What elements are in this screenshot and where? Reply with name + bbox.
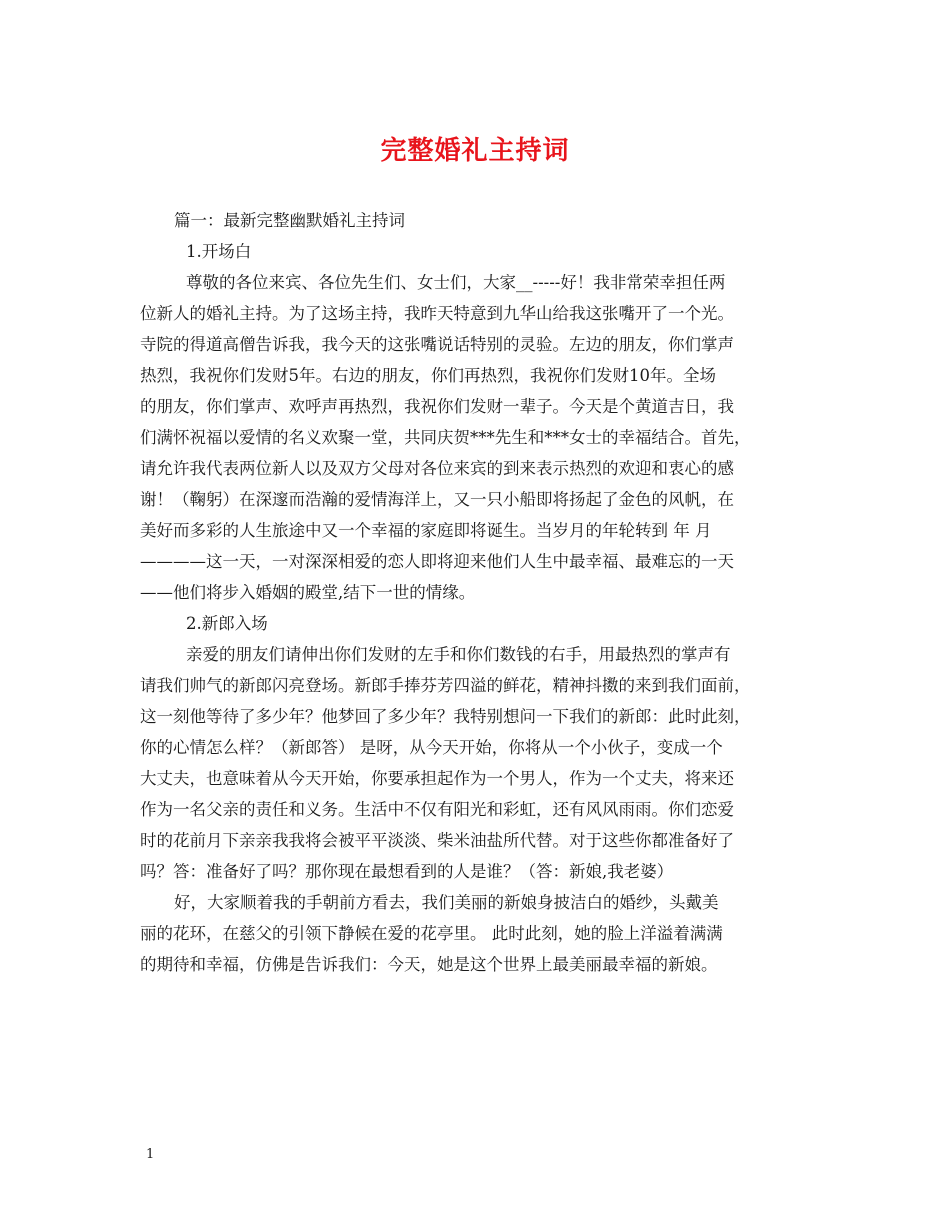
document-body [140, 205, 820, 980]
paragraph-line: 吗？答：准备好了吗？那你现在最想看到的人是谁？（答：新娘,我老婆） [140, 862, 674, 881]
paragraph-line: 大丈夫，也意味着从今天开始，你要承担起作为一个男人，作为一个丈夫，将来还 [140, 769, 734, 788]
paragraph-line: 这一刻他等待了多少年？他梦回了多少年？我特别想问一下我们的新郎：此时此刻， [140, 707, 751, 726]
paragraph-line: 请我们帅气的新郎闪亮登场。新郎手捧芬芳四溢的鲜花，精神抖擞的来到我们面前， [140, 676, 751, 695]
paragraph-line: 丽的花环，在慈父的引领下静候在爱的花亭里。 此时此刻，她的脸上洋溢着满满 [140, 924, 723, 943]
paragraph-line: 的期待和幸福，仿佛是告诉我们：今天，她是这个世界上最美丽最幸福的新娘。 [140, 955, 718, 974]
paragraph-line: 好，大家顺着我的手朝前方看去，我们美丽的新娘身披洁白的婚纱，头戴美 [174, 893, 719, 912]
paragraph-line: 时的花前月下亲亲我我将会被平平淡淡、柴米油盐所代替。对于这些你都准备好了 [140, 831, 734, 850]
paragraph-line: 们满怀祝福以爱情的名义欢聚一堂，共同庆贺***先生和***女士的幸福结合。首先， [140, 428, 751, 447]
paragraph-line: ————这一天，一对深深相爱的恋人即将迎来他们人生中最幸福、最难忘的一天 [140, 552, 734, 571]
section-heading: 篇一：最新完整幽默婚礼主持词 [174, 211, 405, 230]
paragraph-line: 谢！（鞠躬）在深邃而浩瀚的爱情海洋上，又一只小船即将扬起了金色的风帆，在 [140, 490, 734, 509]
paragraph-line: ——他们将步入婚姻的殿堂,结下一世的情缘。 [140, 583, 476, 602]
paragraph-line: 尊敬的各位来宾、各位先生们、女士们，大家__-----好！我非常荣幸担任两 [186, 273, 726, 292]
part1-heading: 1.开场白 [186, 242, 252, 261]
document-title: 完整婚礼主持词 [380, 136, 570, 166]
paragraph-line: 你的心情怎么样？（新郎答） 是呀，从今天开始，你将从一个小伙子，变成一个 [140, 738, 723, 757]
paragraph-line: 亲爱的朋友们请伸出你们发财的左手和你们数钱的右手，用最热烈的掌声有 [186, 645, 731, 664]
paragraph-line: 位新人的婚礼主持。为了这场主持，我昨天特意到九华山给我这张嘴开了一个光。 [140, 304, 734, 323]
page-number: 1 [146, 1147, 155, 1162]
paragraph-line: 热烈，我祝你们发财5年。右边的朋友，你们再热烈，我祝你们发财10年。全场 [140, 366, 716, 385]
paragraph-line: 请允许我代表两位新人以及双方父母对各位来宾的到来表示热烈的欢迎和衷心的感 [140, 459, 734, 478]
paragraph-line: 寺院的得道高僧告诉我，我今天的这张嘴说话特别的灵验。左边的朋友，你们掌声 [140, 335, 734, 354]
part2-heading: 2.新郎入场 [186, 614, 268, 633]
paragraph-line: 的朋友，你们掌声、欢呼声再热烈，我祝你们发财一辈子。今天是个黄道吉日，我 [140, 397, 734, 416]
paragraph-line: 作为一名父亲的责任和义务。生活中不仅有阳光和彩虹，还有风风雨雨。你们恋爱 [140, 800, 734, 819]
paragraph-line: 美好而多彩的人生旅途中又一个幸福的家庭即将诞生。当岁月的年轮转到 年 月 [140, 521, 712, 540]
